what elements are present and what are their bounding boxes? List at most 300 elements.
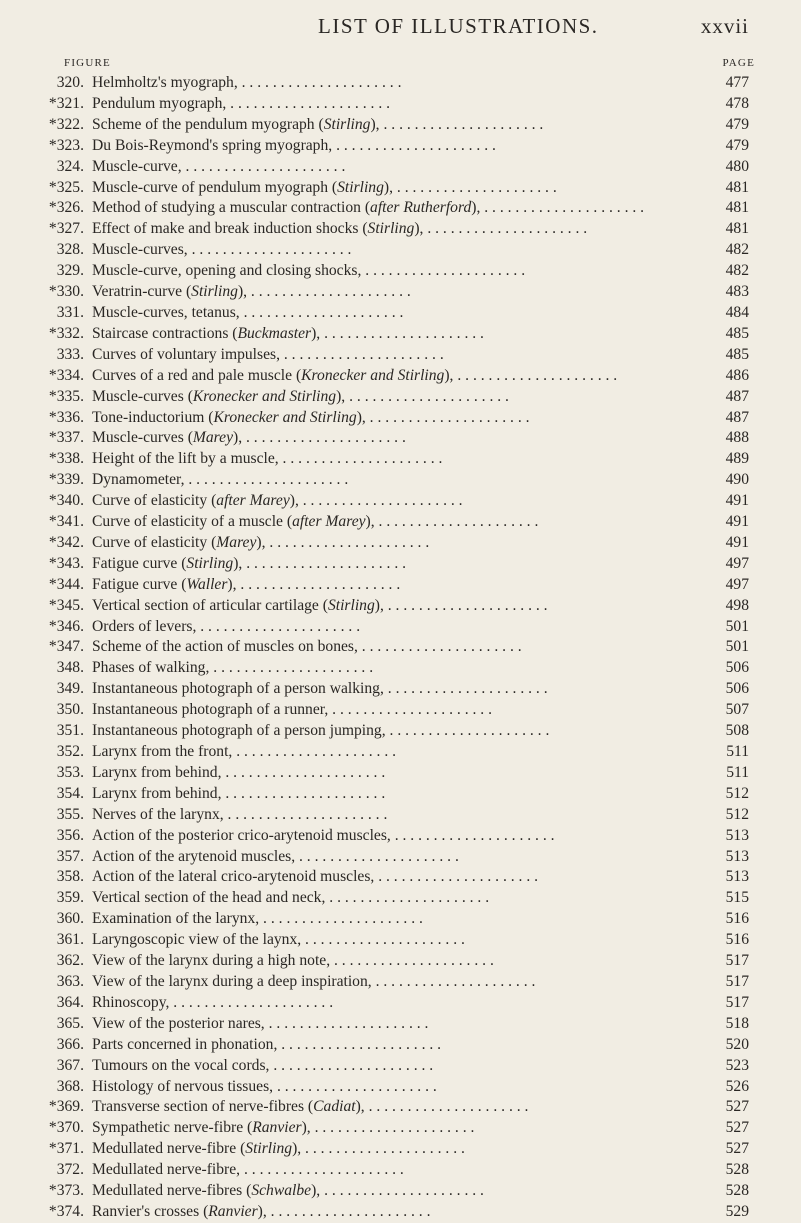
page-ref: 506 bbox=[725, 680, 749, 698]
figure-number: 356. bbox=[56, 826, 84, 844]
figure-title bbox=[92, 575, 400, 596]
page-ref: 517 bbox=[725, 972, 749, 990]
page-ref: 478 bbox=[725, 94, 749, 112]
leader-dots: . . . . . . . . . . . . . . . . . . . . . bbox=[265, 533, 430, 551]
figure-title bbox=[92, 658, 373, 679]
list-item bbox=[0, 115, 801, 136]
figure-title bbox=[92, 1077, 437, 1098]
figure-title-text: Muscle-curves ( bbox=[92, 387, 193, 405]
leader-dots: . . . . . . . . . . . . . . . . . . . . . bbox=[379, 115, 544, 133]
figure-title bbox=[92, 512, 538, 533]
figure-title bbox=[92, 115, 543, 136]
figure-title-text: Histology of nervous tissues, bbox=[92, 1077, 274, 1095]
list-item bbox=[0, 993, 801, 1014]
list-item bbox=[0, 366, 801, 387]
figure-credit: Stirling bbox=[327, 596, 375, 614]
figure-title-text: Curves of voluntary impulses, bbox=[92, 345, 280, 363]
page-ref: 498 bbox=[725, 596, 749, 614]
figure-credit: Kronecker and Stirling bbox=[192, 387, 337, 405]
figure-title bbox=[92, 449, 442, 470]
figure-title-text: Tumours on the vocal cords, bbox=[92, 1056, 270, 1074]
page-ref: 490 bbox=[725, 471, 749, 489]
leader-dots: . . . . . . . . . . . . . . . . . . . . . bbox=[365, 408, 530, 426]
figure-title-text: Height of the lift by a muscle, bbox=[92, 450, 279, 468]
figure-title bbox=[92, 219, 587, 240]
leader-dots: . . . . . . . . . . . . . . . . . . . . . bbox=[232, 743, 397, 760]
figure-number: 360. bbox=[56, 910, 84, 928]
figure-credit: Marey bbox=[192, 429, 234, 447]
figure-number: *340. bbox=[48, 492, 84, 510]
figure-title bbox=[92, 1118, 474, 1139]
leader-dots: . . . . . . . . . . . . . . . . . . . . . bbox=[209, 659, 374, 677]
figure-number: *332. bbox=[48, 324, 84, 342]
figure-title-text: Rhinoscopy, bbox=[92, 993, 170, 1011]
figure-number: *327. bbox=[48, 220, 84, 238]
page-ref: 527 bbox=[725, 1098, 749, 1116]
leader-dots: . . . . . . . . . . . . . . . . . . . . . bbox=[332, 136, 496, 154]
list-item bbox=[0, 533, 801, 554]
figure-number: *345. bbox=[48, 596, 84, 614]
figure-title bbox=[92, 554, 406, 575]
figure-title-suffix: ), bbox=[374, 596, 384, 614]
leader-dots: . . . . . . . . . . . . . . . . . . . . . bbox=[273, 1077, 437, 1095]
figure-title-text: View of the posterior nares, bbox=[92, 1014, 265, 1032]
figure-title bbox=[92, 826, 555, 847]
page-ref: 513 bbox=[725, 868, 749, 886]
leader-dots: . . . . . . . . . . . . . . . . . . . . . bbox=[320, 1182, 484, 1200]
figure-title-text: Vertical section of articular cartilage ( bbox=[92, 596, 328, 614]
figure-title-text: Instantaneous photograph of a person walking, bbox=[92, 680, 384, 698]
page-ref: 481 bbox=[725, 220, 749, 238]
figure-title-suffix: ), bbox=[370, 115, 380, 133]
figure-title bbox=[92, 428, 406, 449]
figure-title-text: View of the larynx during a deep inspiration, bbox=[92, 972, 372, 990]
figure-title-text: Medullated nerve-fibres ( bbox=[92, 1182, 252, 1200]
figure-title-text: Phases of walking, bbox=[92, 659, 210, 677]
figure-number: *336. bbox=[48, 408, 84, 426]
figure-title-text: Medullated nerve-fibre ( bbox=[92, 1140, 246, 1158]
figure-title-suffix: ), bbox=[336, 387, 346, 405]
figure-number: *337. bbox=[48, 429, 84, 447]
list-item bbox=[0, 282, 801, 303]
figure-number: 358. bbox=[56, 868, 84, 886]
figure-title-text: Larynx from behind, bbox=[92, 784, 222, 802]
page-column-heading: PAGE bbox=[722, 57, 755, 69]
figure-title bbox=[92, 408, 530, 429]
list-item bbox=[0, 847, 801, 868]
list-item bbox=[0, 345, 801, 366]
figure-title-text: Muscle-curves, bbox=[92, 241, 188, 259]
figure-number: 364. bbox=[56, 993, 84, 1011]
list-item bbox=[0, 679, 801, 700]
figure-number: 354. bbox=[56, 784, 84, 802]
page-ref: 497 bbox=[725, 554, 749, 572]
figure-title-text: Action of the arytenoid muscles, bbox=[92, 847, 296, 865]
page-ref: 529 bbox=[725, 1202, 749, 1220]
figure-number: 359. bbox=[56, 889, 84, 907]
list-item bbox=[0, 951, 801, 972]
figure-title bbox=[92, 178, 557, 199]
figure-title bbox=[92, 324, 484, 345]
figure-credit: Stirling bbox=[191, 283, 238, 301]
figure-number: 324. bbox=[56, 157, 84, 175]
figure-title-text: Sympathetic nerve-fibre ( bbox=[92, 1119, 253, 1137]
figure-title bbox=[92, 617, 360, 638]
list-item bbox=[0, 136, 801, 157]
figure-credit: Ranvier bbox=[208, 1202, 258, 1220]
leader-dots: . . . . . . . . . . . . . . . . . . . . . bbox=[269, 1056, 434, 1074]
list-item bbox=[0, 198, 801, 219]
figure-title bbox=[92, 1014, 428, 1035]
leader-dots: . . . . . . . . . . . . . . . . . . . . . bbox=[242, 554, 407, 572]
list-item bbox=[0, 324, 801, 345]
leader-dots: . . . . . . . . . . . . . . . . . . . . . bbox=[393, 178, 557, 196]
page-ref: 507 bbox=[725, 701, 749, 719]
figure-number: 329. bbox=[56, 262, 84, 280]
figure-title bbox=[92, 721, 549, 742]
leader-dots: . . . . . . . . . . . . . . . . . . . . . bbox=[223, 805, 388, 823]
leader-dots: . . . . . . . . . . . . . . . . . . . . . bbox=[247, 283, 411, 301]
figure-title-suffix: ), bbox=[301, 1119, 311, 1137]
figure-title bbox=[92, 805, 387, 826]
figure-number: *369. bbox=[48, 1098, 84, 1116]
figure-number: 361. bbox=[56, 931, 84, 949]
figure-credit: Stirling bbox=[245, 1140, 293, 1158]
leader-dots: . . . . . . . . . . . . . . . . . . . . . bbox=[240, 1161, 404, 1179]
figure-title bbox=[92, 679, 548, 700]
figure-title bbox=[92, 700, 492, 721]
leader-dots: . . . . . . . . . . . . . . . . . . . . . bbox=[266, 1202, 431, 1220]
figure-credit: Stirling bbox=[337, 178, 384, 196]
figure-number: *321. bbox=[48, 94, 84, 112]
list-item bbox=[0, 219, 801, 240]
page-ref: 486 bbox=[725, 366, 749, 384]
figure-credit: Ranvier bbox=[252, 1119, 302, 1137]
page-ref: 527 bbox=[725, 1119, 749, 1137]
page-ref: 528 bbox=[725, 1182, 749, 1200]
page-ref: 491 bbox=[725, 492, 749, 510]
leader-dots: . . . . . . . . . . . . . . . . . . . . . bbox=[184, 471, 349, 489]
figure-number: *370. bbox=[48, 1119, 84, 1137]
figure-credit: after Rutherford bbox=[370, 199, 472, 217]
figure-title-text: Effect of make and break induction shocks ( bbox=[92, 220, 368, 238]
figure-number: *341. bbox=[48, 513, 84, 531]
figure-title-text: Curve of elasticity ( bbox=[92, 492, 217, 510]
figure-title-suffix: ), bbox=[233, 429, 243, 447]
figure-title-text: Muscle-curves ( bbox=[92, 429, 193, 447]
page-ref: 516 bbox=[725, 931, 749, 949]
figure-title-text: Dynamometer, bbox=[92, 471, 185, 489]
figure-title-text: Scheme of the action of muscles on bones, bbox=[92, 638, 358, 656]
figure-number: *371. bbox=[48, 1140, 84, 1158]
list-item bbox=[0, 972, 801, 993]
page-ref: 517 bbox=[725, 993, 749, 1011]
page-ref: 485 bbox=[725, 345, 749, 363]
leader-dots: . . . . . . . . . . . . . . . . . . . . . bbox=[259, 910, 423, 928]
list-item bbox=[0, 721, 801, 742]
leader-dots: . . . . . . . . . . . . . . . . . . . . . bbox=[237, 74, 402, 91]
list-item bbox=[0, 73, 801, 94]
figure-title-text: Larynx from behind, bbox=[92, 763, 222, 781]
figure-credit: Stirling bbox=[186, 554, 234, 572]
figure-title bbox=[92, 73, 401, 94]
running-head-title: LIST OF ILLUSTRATIONS. bbox=[318, 14, 599, 38]
figure-title bbox=[92, 94, 390, 115]
figure-number: *335. bbox=[48, 387, 84, 405]
figure-number: 328. bbox=[56, 241, 84, 259]
figure-column-heading: FIGURE bbox=[64, 57, 111, 69]
figure-number: 349. bbox=[56, 680, 84, 698]
figure-title-text: Fatigue curve ( bbox=[92, 554, 187, 572]
leader-dots: . . . . . . . . . . . . . . . . . . . . . bbox=[371, 972, 536, 990]
figure-title-text: Veratrin-curve ( bbox=[92, 283, 192, 301]
figure-title-suffix: ), bbox=[365, 513, 375, 531]
figure-title bbox=[92, 784, 385, 805]
page-ref: 527 bbox=[725, 1140, 749, 1158]
page-ref: 482 bbox=[725, 241, 749, 259]
figure-number: 320. bbox=[56, 74, 84, 91]
figure-title bbox=[92, 1056, 433, 1077]
figure-number: *326. bbox=[48, 199, 84, 217]
figure-number: *325. bbox=[48, 178, 84, 196]
page-ref: 501 bbox=[725, 617, 749, 635]
figure-title bbox=[92, 888, 489, 909]
page-ref: 511 bbox=[726, 763, 749, 781]
figure-title-text: Method of studying a muscular contraction ( bbox=[92, 199, 371, 217]
figure-number: 363. bbox=[56, 972, 84, 990]
leader-dots: . . . . . . . . . . . . . . . . . . . . . bbox=[364, 1098, 529, 1116]
list-item bbox=[0, 805, 801, 826]
figure-title-text: View of the larynx during a high note, bbox=[92, 952, 331, 970]
figure-title-text: Muscle-curve of pendulum myograph ( bbox=[92, 178, 338, 196]
page-ref: 528 bbox=[725, 1161, 749, 1179]
page-ref: 479 bbox=[725, 115, 749, 133]
page-ref: 516 bbox=[725, 910, 749, 928]
figure-number: *342. bbox=[48, 533, 84, 551]
figure-title-text: Scheme of the pendulum myograph ( bbox=[92, 115, 324, 133]
figure-title bbox=[92, 198, 644, 219]
leader-dots: . . . . . . . . . . . . . . . . . . . . . bbox=[374, 868, 539, 886]
list-item bbox=[0, 575, 801, 596]
figure-title-text: Transverse section of nerve-fibres ( bbox=[92, 1098, 314, 1116]
figure-title-text: Du Bois-Reymond's spring myograph, bbox=[92, 136, 333, 154]
figure-number: *334. bbox=[48, 366, 84, 384]
figure-credit: Kronecker and Stirling bbox=[213, 408, 357, 426]
figure-number: *323. bbox=[48, 136, 84, 154]
list-item bbox=[0, 470, 801, 491]
list-item bbox=[0, 554, 801, 575]
figure-title bbox=[92, 282, 411, 303]
figure-title-text: Ranvier's crosses ( bbox=[92, 1202, 209, 1220]
figure-title bbox=[92, 763, 385, 784]
figure-title-suffix: ), bbox=[227, 575, 237, 593]
figure-title-text: Muscle-curve, opening and closing shocks, bbox=[92, 262, 362, 280]
figure-title-text: Curve of elasticity of a muscle ( bbox=[92, 513, 293, 531]
figure-credit: Cadiat bbox=[313, 1098, 356, 1116]
figure-title bbox=[92, 951, 494, 972]
leader-dots: . . . . . . . . . . . . . . . . . . . . . bbox=[277, 1035, 442, 1053]
figure-number: *347. bbox=[48, 638, 84, 656]
figure-number: 367. bbox=[56, 1056, 84, 1074]
figure-credit: Stirling bbox=[323, 115, 371, 133]
figure-number: 365. bbox=[56, 1014, 84, 1032]
list-item bbox=[0, 930, 801, 951]
page-ref: 483 bbox=[725, 283, 749, 301]
list-item bbox=[0, 1181, 801, 1202]
figure-credit: Marey bbox=[216, 533, 257, 551]
leader-dots: . . . . . . . . . . . . . . . . . . . . . bbox=[310, 1119, 475, 1137]
figure-title-suffix: ), bbox=[257, 1202, 267, 1220]
figure-number: *322. bbox=[48, 115, 84, 133]
figure-title-suffix: ), bbox=[292, 1140, 302, 1158]
figure-title-text: Staircase contractions ( bbox=[92, 324, 238, 342]
figure-number: 355. bbox=[56, 805, 84, 823]
list-item bbox=[0, 700, 801, 721]
figure-number: *374. bbox=[48, 1202, 84, 1220]
figure-title-text: Larynx from the front, bbox=[92, 743, 233, 760]
figure-title-suffix: ), bbox=[414, 220, 424, 238]
leader-dots: . . . . . . . . . . . . . . . . . . . . . bbox=[357, 638, 522, 656]
figure-title bbox=[92, 387, 509, 408]
figure-title-text: Instantaneous photograph of a person jumping, bbox=[92, 722, 386, 740]
list-item bbox=[0, 1035, 801, 1056]
page-ref: 477 bbox=[725, 74, 749, 91]
page-ref: 481 bbox=[725, 178, 749, 196]
leader-dots: . . . . . . . . . . . . . . . . . . . . . bbox=[239, 303, 404, 321]
figure-number: 362. bbox=[56, 952, 84, 970]
page-ref: 520 bbox=[725, 1035, 749, 1053]
figure-title bbox=[92, 1202, 430, 1223]
leader-dots: . . . . . . . . . . . . . . . . . . . . . bbox=[169, 993, 334, 1011]
leader-dots: . . . . . . . . . . . . . . . . . . . . . bbox=[295, 847, 459, 865]
leader-dots: . . . . . . . . . . . . . . . . . . . . . bbox=[383, 680, 548, 698]
figure-title-suffix: ), bbox=[471, 199, 481, 217]
figure-number: 368. bbox=[56, 1077, 84, 1095]
list-item bbox=[0, 784, 801, 805]
list-item bbox=[0, 428, 801, 449]
leader-dots: . . . . . . . . . . . . . . . . . . . . . bbox=[423, 220, 588, 238]
page-ref: 480 bbox=[725, 157, 749, 175]
page-ref: 515 bbox=[725, 889, 749, 907]
figure-title-suffix: ), bbox=[311, 324, 321, 342]
figure-number: 366. bbox=[56, 1035, 84, 1053]
figure-title-suffix: ), bbox=[356, 408, 366, 426]
page-number: xxvii bbox=[700, 14, 749, 38]
list-item bbox=[0, 888, 801, 909]
figure-title bbox=[92, 637, 522, 658]
leader-dots: . . . . . . . . . . . . . . . . . . . . . bbox=[385, 722, 550, 740]
leader-dots: . . . . . . . . . . . . . . . . . . . . . bbox=[390, 826, 555, 844]
figure-title-text: Instantaneous photograph of a runner, bbox=[92, 701, 329, 719]
list-item bbox=[0, 658, 801, 679]
leader-dots: . . . . . . . . . . . . . . . . . . . . . bbox=[278, 450, 443, 468]
page-ref: 489 bbox=[725, 450, 749, 468]
figure-title bbox=[92, 909, 423, 930]
figure-number: *344. bbox=[48, 575, 84, 593]
leader-dots: . . . . . . . . . . . . . . . . . . . . . bbox=[187, 241, 352, 259]
figure-title bbox=[92, 847, 459, 868]
figure-number: 352. bbox=[56, 743, 84, 760]
page-ref: 497 bbox=[725, 575, 749, 593]
list-item bbox=[0, 1160, 801, 1181]
figure-title-text: Tone-inductorium ( bbox=[92, 408, 214, 426]
list-item bbox=[0, 617, 801, 638]
figure-title-text: Helmholtz's myograph, bbox=[92, 74, 238, 91]
figure-title bbox=[92, 1035, 441, 1056]
leader-dots: . . . . . . . . . . . . . . . . . . . . . bbox=[226, 94, 391, 112]
list-item bbox=[0, 303, 801, 324]
figure-number: 333. bbox=[56, 345, 84, 363]
figure-title bbox=[92, 742, 396, 763]
page-ref: 487 bbox=[725, 387, 749, 405]
list-item bbox=[0, 512, 801, 533]
figure-title bbox=[92, 533, 429, 554]
figure-title bbox=[92, 470, 348, 491]
list-item bbox=[0, 261, 801, 282]
list-item bbox=[0, 449, 801, 470]
list-item bbox=[0, 1202, 801, 1223]
leader-dots: . . . . . . . . . . . . . . . . . . . . . bbox=[345, 387, 509, 405]
figure-title-text: Muscle-curve, bbox=[92, 157, 182, 175]
leader-dots: . . . . . . . . . . . . . . . . . . . . . bbox=[221, 784, 386, 802]
list-item bbox=[0, 637, 801, 658]
leader-dots: . . . . . . . . . . . . . . . . . . . . . bbox=[301, 1140, 465, 1158]
figure-credit: Waller bbox=[186, 575, 228, 593]
list-item bbox=[0, 1077, 801, 1098]
figure-title-suffix: ), bbox=[444, 366, 454, 384]
list-item bbox=[0, 763, 801, 784]
figure-title bbox=[92, 136, 496, 157]
leader-dots: . . . . . . . . . . . . . . . . . . . . . bbox=[236, 575, 401, 593]
figure-title-suffix: ), bbox=[311, 1182, 321, 1200]
figure-title-suffix: ), bbox=[383, 178, 393, 196]
list-item bbox=[0, 867, 801, 888]
figure-title bbox=[92, 867, 538, 888]
figure-title-text: Muscle-curves, tetanus, bbox=[92, 303, 240, 321]
figure-number: *330. bbox=[48, 283, 84, 301]
figure-title-text: Nerves of the larynx, bbox=[92, 805, 224, 823]
page-ref: 517 bbox=[725, 952, 749, 970]
leader-dots: . . . . . . . . . . . . . . . . . . . . . bbox=[453, 366, 618, 384]
page-ref: 508 bbox=[725, 722, 749, 740]
figure-title bbox=[92, 345, 444, 366]
leader-dots: . . . . . . . . . . . . . . . . . . . . . bbox=[325, 889, 490, 907]
figure-title bbox=[92, 240, 351, 261]
leader-dots: . . . . . . . . . . . . . . . . . . . . . bbox=[264, 1014, 429, 1032]
page-ref: 513 bbox=[725, 826, 749, 844]
leader-dots: . . . . . . . . . . . . . . . . . . . . . bbox=[320, 324, 484, 342]
page-ref: 488 bbox=[725, 429, 749, 447]
leader-dots: . . . . . . . . . . . . . . . . . . . . . bbox=[298, 492, 463, 510]
page-ref: 523 bbox=[725, 1056, 749, 1074]
list-item bbox=[0, 1139, 801, 1160]
figure-title-text: Action of the posterior crico-arytenoid muscles, bbox=[92, 826, 391, 844]
figure-title-text: Action of the lateral crico-arytenoid muscles, bbox=[92, 868, 375, 886]
illustrations-list bbox=[0, 73, 801, 1223]
figure-title bbox=[92, 1139, 465, 1160]
leader-dots: . . . . . . . . . . . . . . . . . . . . . bbox=[181, 157, 346, 175]
figure-credit: after Marey bbox=[216, 492, 290, 510]
page-ref: 482 bbox=[725, 262, 749, 280]
figure-title bbox=[92, 596, 548, 617]
leader-dots: . . . . . . . . . . . . . . . . . . . . . bbox=[480, 199, 645, 217]
figure-title-text: Parts concerned in phonation, bbox=[92, 1035, 278, 1053]
figure-credit: Stirling bbox=[367, 220, 415, 238]
figure-title-text: Fatigue curve ( bbox=[92, 575, 187, 593]
page-ref: 485 bbox=[725, 324, 749, 342]
figure-number: *339. bbox=[48, 471, 84, 489]
figure-title-text: Vertical section of the head and neck, bbox=[92, 889, 326, 907]
